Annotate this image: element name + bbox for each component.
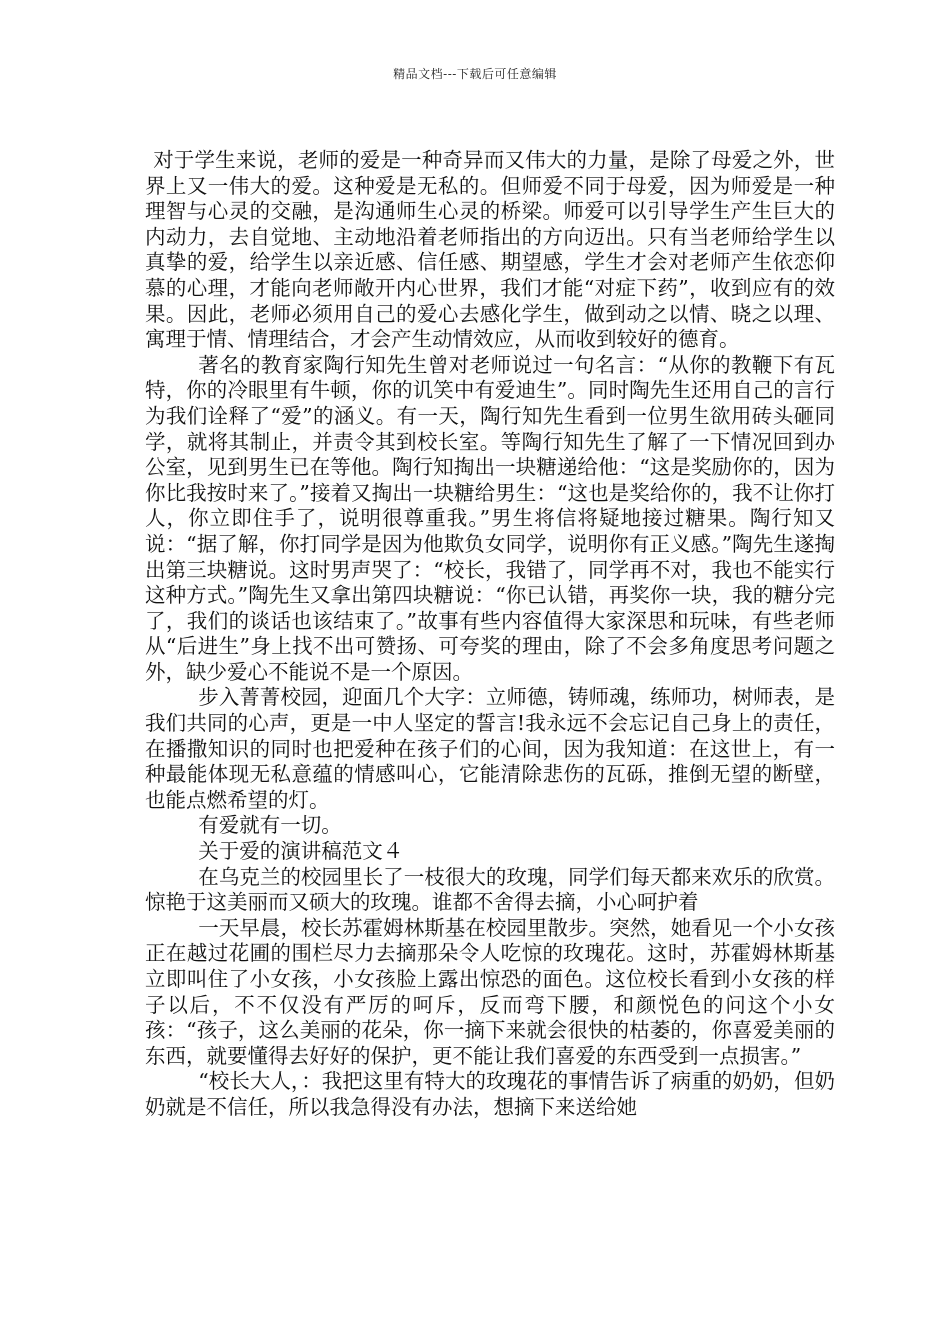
section-heading: 关于爱的演讲稿范文４ xyxy=(198,839,404,864)
paragraph-rose: 在乌克兰的校园里长了一枝很大的玫瑰，同学们每天都来欢乐的欣赏。惊艳于这美丽而又硕大的玫瑰。谁都不舍得去摘，小心呵护着 xyxy=(145,864,835,915)
paragraph-teacher-love: 对于学生来说，老师的爱是一种奇异而又伟大的力量，是除了母爱之外，世界上又一伟大的爱。这种爱是无私的。但师爱不同于母爱，因为师爱是一种理智与心灵的交融，是沟通师生心灵的桥梁。师爱可以引导学生产生巨大的内动力，去自觉地、主动地沿着老师指出的方向迈出。只有当老师给学生以真挚的爱，给学生以亲近感、信任感、期望感，学生才会对老师产生依恋仰慕的心理，才能向老师敞开内心世界，我们才能“对症下药”，收到应有的效果。因此，老师必须用自己的爱心去感化学生，做到动之以情、晓之以理、寓理于情、情理结合，才会产生动情效应，从而收到较好的德育。 xyxy=(145,148,835,352)
paragraph-morning: 一天早晨，校长苏霍姆林斯基在校园里散步。突然，她看见一个小女孩正在越过花圃的围栏尽力去摘那朵令人吃惊的玫瑰花。这时，苏霍姆林斯基立即叫住了小女孩，小女孩脸上露出惊恐的面色。这位校长看到小女孩的样子以后，不不仅没有严厉的呵斥，反而弯下腰，和颜悦色的问这个小女孩：“孩子，这么美丽的花朵，你一摘下来就会很快的枯萎的，你喜爱美丽的东西，就要懂得去好好的保护，更不能让我们喜爱的东西受到一点损害。” xyxy=(145,915,835,1068)
document-body xyxy=(145,148,835,1121)
paragraph-campus: 步入菁菁校园，迎面几个大字：立师德，铸师魂，练师功，树师表，是我们共同的心声，更是一中人坚定的誓言!我永远不会忘记自己身上的责任，在播撒知识的同时也把爱种在孩子们的心间，因为我知道：在这世上，有一种最能体现无私意蕴的情感叫心，它能清除悲伤的瓦砾，推倒无望的断壁，也能点燃希望的灯。 xyxy=(145,685,835,812)
paragraph-tao-xingzhi: 著名的教育家陶行知先生曾对老师说过一句名言：“从你的教鞭下有瓦特，你的冷眼里有牛顿，你的讥笑中有爱迪生”。同时陶先生还用自己的言行为我们诠释了“爱”的涵义。有一天，陶行知先生看到一位男生欲用砖头砸同学，就将其制止，并责令其到校长室。等陶行知先生了解了一下情况回到办公室，见到男生已在等他。陶行知掏出一块糖递给他：“这是奖励你的，因为你比我按时来了。”接着又掏出一块糖给男生：“这也是奖给你的，我不让你打人，你立即住手了，说明很尊重我。”男生将信将疑地接过糖果。陶行知又说：“据了解，你打同学是因为他欺负女同学，说明你有正义感。”陶先生遂掏出第三块糖说。这时男声哭了：“校长，我错了，同学再不对，我也不能实行这种方式。”陶先生又拿出第四块糖说：“你已认错，再奖你一块，我的糖分完了，我们的谈话也该结束了。”故事有些内容值得大家深思和玩味，有些老师从“后进生”身上找不出可赞扬、可夸奖的理由，除了不会多角度思考问题之外，缺少爱心不能说不是一个原因。 xyxy=(145,352,835,684)
paragraph-love-is-everything: 有爱就有一切。 xyxy=(198,813,342,838)
page-header: 精品文档---下载后可任意编辑 xyxy=(393,67,557,81)
paragraph-girl-reply: “校长大人，：我把这里有特大的玫瑰花的事情告诉了病重的奶奶，但奶奶就是不信任，所以我急得没有办法，想摘下来送给她 xyxy=(145,1069,835,1119)
